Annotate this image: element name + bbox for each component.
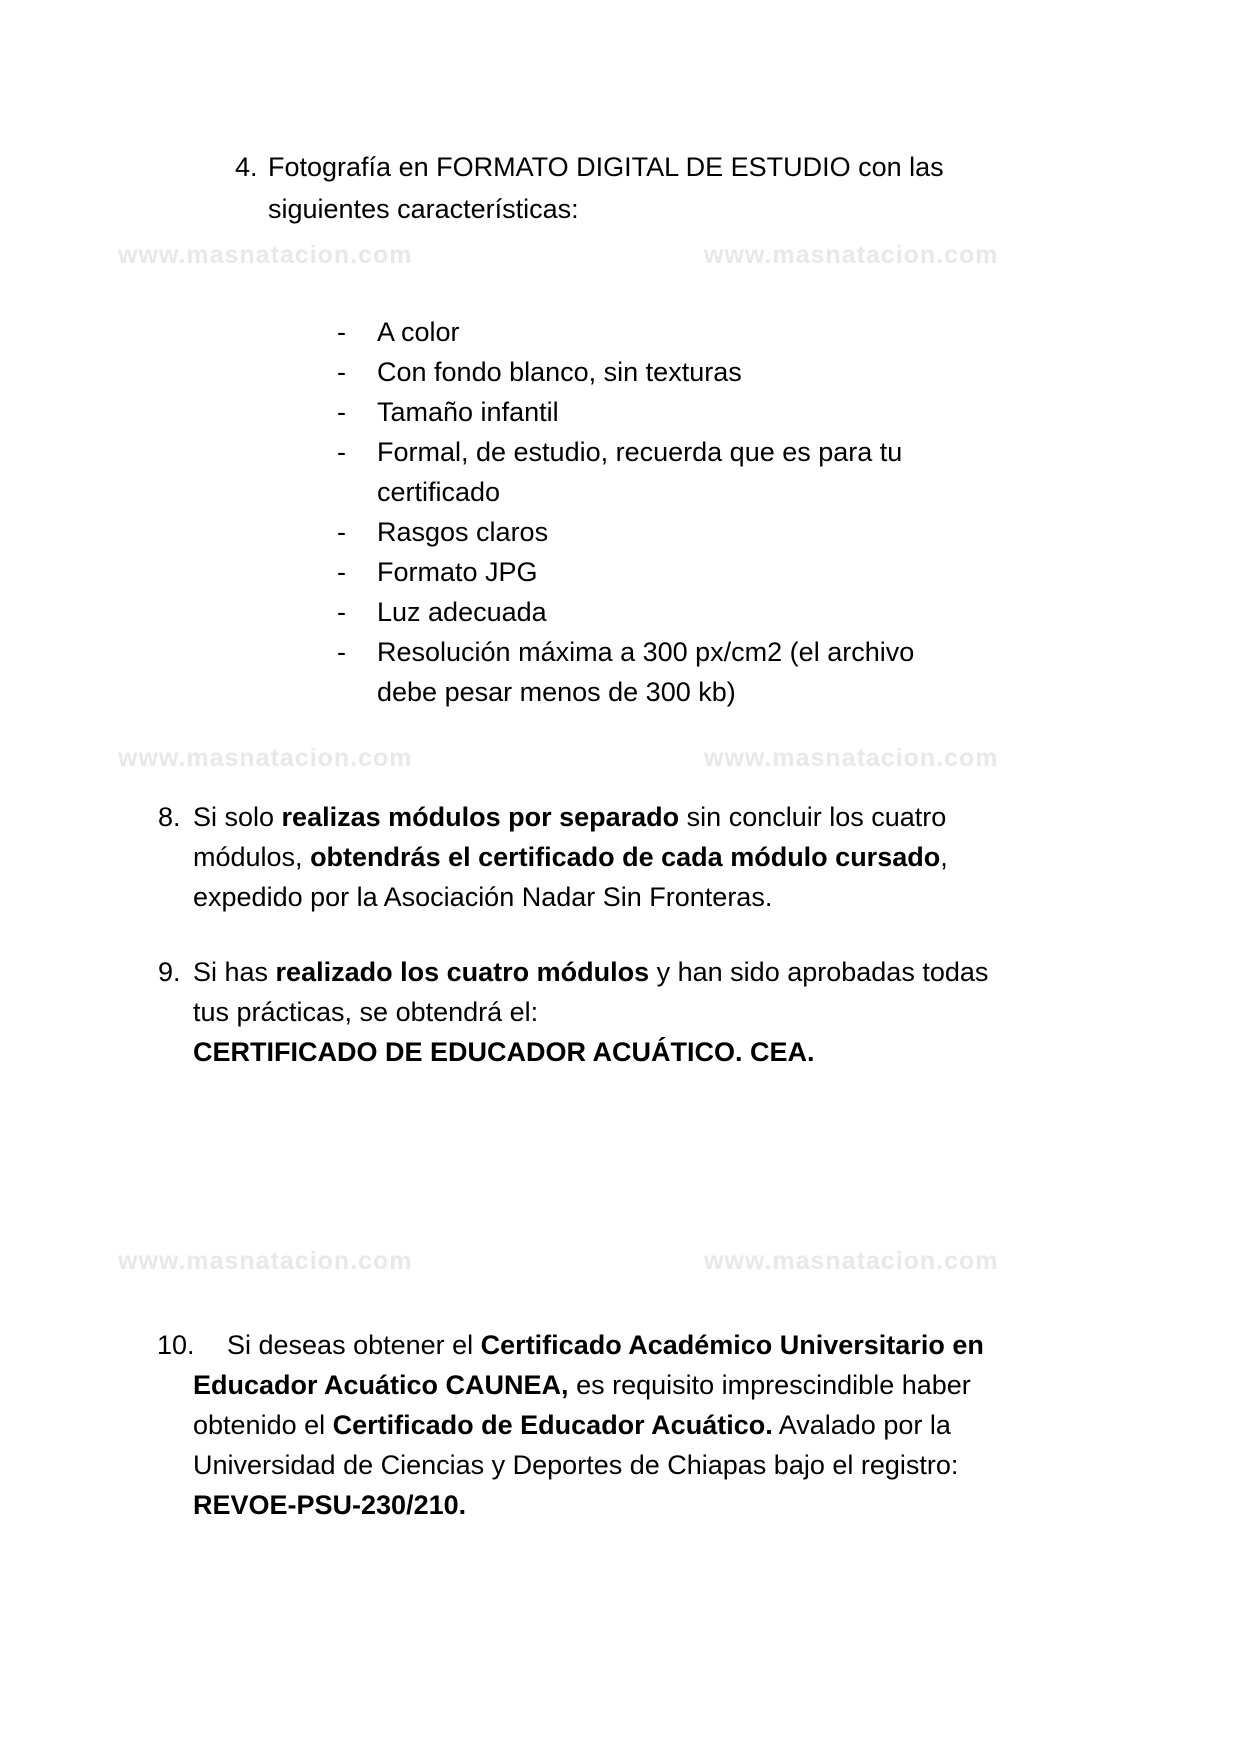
text-run-bold: Certificado Académico Universitario en xyxy=(480,1330,984,1360)
bullet-dash: - xyxy=(337,637,346,667)
bullet-list xyxy=(337,312,914,712)
text-run-bold: Educador Acuático CAUNEA, xyxy=(193,1370,569,1400)
text-run: , xyxy=(940,842,948,872)
item-8-line-3 xyxy=(158,877,948,917)
bullet-dash: - xyxy=(337,357,346,387)
text-run-bold: realizas módulos por separado xyxy=(281,802,680,832)
text-run: Universidad de Ciencias y Deportes de Chiapas bajo el registro: xyxy=(193,1450,959,1480)
bullet-text: Luz adecuada xyxy=(377,597,547,627)
text-run-bold: CERTIFICADO DE EDUCADOR ACUÁTICO. CEA. xyxy=(193,1037,815,1067)
item-10-line-5 xyxy=(157,1485,984,1525)
bullet-text: Rasgos claros xyxy=(377,517,549,547)
item-4-line-1 xyxy=(235,146,944,188)
bullet-item xyxy=(337,592,914,632)
watermark-text: www.masnatacion.com xyxy=(704,744,999,772)
bullet-item xyxy=(337,552,914,592)
bullet-item xyxy=(337,632,914,672)
bullet-item xyxy=(337,352,914,392)
item-8-number: 8. xyxy=(158,802,181,832)
watermark-text: www.masnatacion.com xyxy=(704,241,999,269)
bullet-item xyxy=(337,312,914,352)
bullet-item-continuation: debe pesar menos de 300 kb) xyxy=(377,677,736,707)
text-run: obtenido el xyxy=(193,1410,333,1440)
text-run: Avalado por la xyxy=(772,1410,951,1440)
item-9-line-2 xyxy=(158,992,988,1032)
watermark-text: www.masnatacion.com xyxy=(118,744,413,772)
item-4-number: 4. xyxy=(235,152,258,182)
bullet-dash: - xyxy=(337,517,346,547)
bullet-item xyxy=(337,512,914,552)
item-8-line-1 xyxy=(158,797,948,837)
item-10-line-3 xyxy=(157,1405,984,1445)
item-8-line-2 xyxy=(158,837,948,877)
bullet-dash: - xyxy=(337,557,346,587)
text-run: es requisito imprescindible haber xyxy=(568,1370,971,1400)
item-4-text: Fotografía en FORMATO DIGITAL DE ESTUDIO con las xyxy=(268,152,944,182)
numbered-item-4 xyxy=(235,146,944,230)
item-10-number: 10. xyxy=(157,1330,195,1360)
bullet-text: Con fondo blanco, sin texturas xyxy=(377,357,742,387)
watermark-text: www.masnatacion.com xyxy=(118,1247,413,1275)
numbered-item-10 xyxy=(157,1325,984,1525)
bullet-item xyxy=(337,392,914,432)
text-run: sin concluir los cuatro xyxy=(679,802,947,832)
bullet-dash: - xyxy=(337,437,346,467)
numbered-item-8 xyxy=(158,797,948,917)
bullet-item-continuation: certificado xyxy=(377,477,501,507)
item-4-line-2: siguientes características: xyxy=(268,194,579,224)
bullet-text: Formal, de estudio, recuerda que es para tu xyxy=(377,437,903,467)
watermark-text: www.masnatacion.com xyxy=(118,241,413,269)
text-run-bold: obtendrás el certificado de cada módulo cursado xyxy=(310,842,941,872)
bullet-text: Resolución máxima a 300 px/cm2 (el archivo xyxy=(377,637,915,667)
numbered-item-9 xyxy=(158,952,988,1072)
text-run: expedido por la Asociación Nadar Sin Fronteras. xyxy=(193,882,773,912)
bullet-item xyxy=(337,432,914,472)
text-run-bold: realizado los cuatro módulos xyxy=(275,957,650,987)
item-10-line-2 xyxy=(157,1365,984,1405)
text-run: tus prácticas, se obtendrá el: xyxy=(193,997,539,1027)
text-run: módulos, xyxy=(193,842,311,872)
text-run-bold: REVOE-PSU-230/210. xyxy=(193,1490,467,1520)
watermark-text: www.masnatacion.com xyxy=(704,1247,999,1275)
bullet-dash: - xyxy=(337,317,346,347)
text-run: Si solo xyxy=(193,802,282,832)
item-9-number: 9. xyxy=(158,957,181,987)
bullet-text: Formato JPG xyxy=(377,557,538,587)
text-run: y han sido aprobadas todas xyxy=(649,957,989,987)
item-10-line-1 xyxy=(157,1325,984,1365)
bullet-text: A color xyxy=(377,317,460,347)
item-10-line-4 xyxy=(157,1445,984,1485)
text-run: Si has xyxy=(193,957,276,987)
text-run-bold: Certificado de Educador Acuático. xyxy=(332,1410,773,1440)
item-9-line-1 xyxy=(158,952,988,992)
bullet-text: Tamaño infantil xyxy=(377,397,559,427)
item-9-line-3 xyxy=(158,1032,988,1072)
text-run: Si deseas obtener el xyxy=(227,1330,481,1360)
bullet-dash: - xyxy=(337,597,346,627)
bullet-dash: - xyxy=(337,397,346,427)
